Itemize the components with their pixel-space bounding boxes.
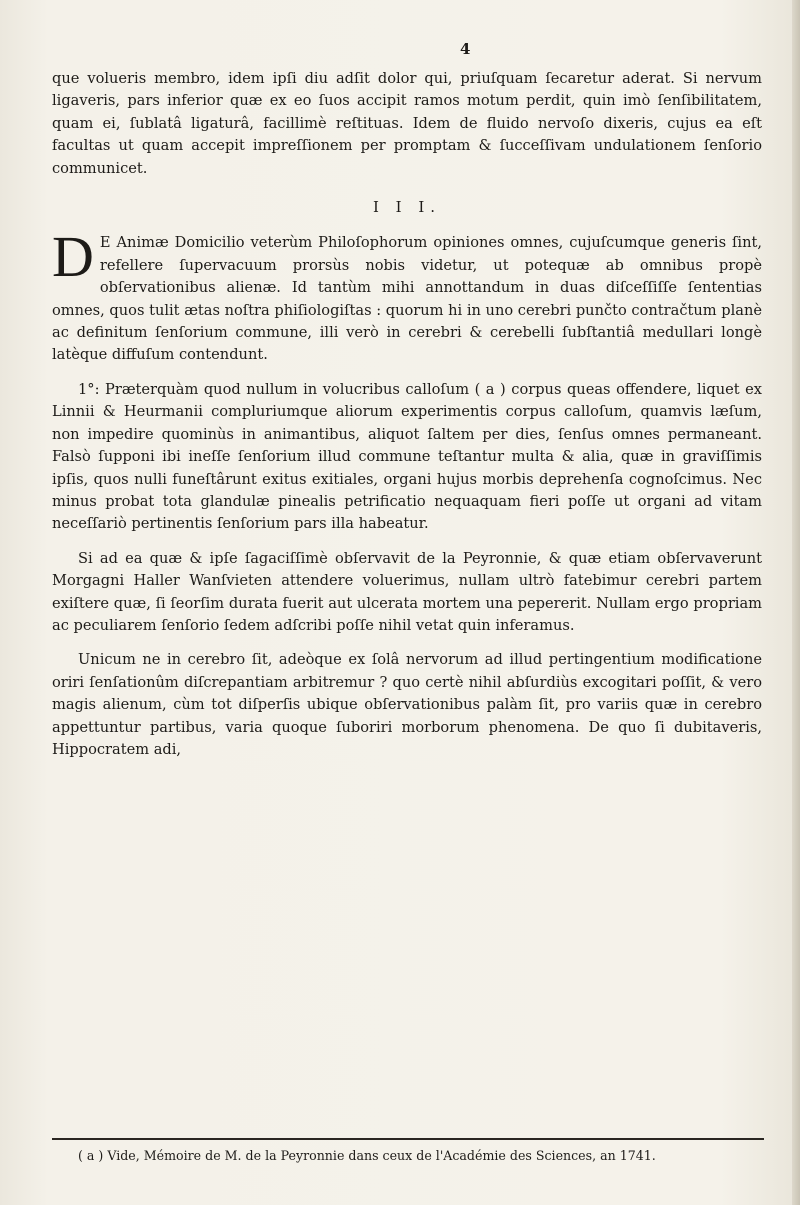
footnote: ( a ) Vide, Mémoire de M. de la Peyronnie dans ceux de l'Académie des Sciences, an 1741.: [78, 1148, 656, 1163]
paragraph-unicum: Unicum ne in cerebro ſit, adeòque ex ſolâ nervorum ad illud pertingentium modificatione oriri ſenſationûm diſcrepantiam arbitremur ? quo certè nihil abſurdiùs excogitari poſſit, & vero magis alienum, cùm tot diſperſis ubique obſervationibus palàm ſit, pro variis quæ in cerebro appettuntur partibus, varia quoque ſuboriri morborum phenomena. De quo ſi dubitaveris, Hippocratem adi,: [52, 651, 762, 758]
signature-mark: 4: [460, 40, 471, 58]
page-edge: [792, 0, 800, 1205]
drop-cap: D: [52, 224, 94, 290]
paragraph-first-point: 1°: Præterquàm quod nullum in volucribus calloſum ( a ) corpus queas offendere, liquet ex Linnii & Heurmanii compluriumque aliorum experimentis corpus calloſum, quamvis læſum, non impedire quominùs in animantibus, aliquot ſaltem per dies, ſenſus omnes permaneant. Falsò ſupponi ibi ineſſe ſenſorium illud commune teſtantur multa & alia, quæ in graviſſimis ipſis, quos nulli funeſtârunt exitus exitiales, organi hujus morbis deprehenſa cognoſcimus. Nec minus probat tota glandulæ pinealis petrificatio nequaquam fieri poſſe ut organi ad vitam neceſſariò pertinentis ſenſorium pars illa habeatur.: [52, 380, 762, 533]
section-heading: I I I.: [372, 198, 442, 217]
footnote-rule: [52, 1138, 764, 1140]
paragraph-continuation: que volueris membro, idem ipſi diu adſit dolor qui, priuſquam ſecaretur aderat. Si nervum ligaveris, pars inferior quæ ex eo ſuos accipit ramos motum perdit, quin imò ſenſibilitatem, quam ei, ſublatâ ligaturâ, facillimè reſtituas. Idem de fluido nervoſo dixeris, cujus ea eſt facultas ut quam accepit impreſſionem per promptam & ſucceſſivam undulationem ſenſorio communicet.: [52, 70, 762, 177]
paragraph-observations: Si ad ea quæ & ipſe ſagaciſſimè obſervavit de la Peyronnie, & quæ etiam obſervaverunt Morgagni Haller Wanſvieten attendere voluerimus, nullam ultrò fatebimur cerebri partem exiſtere quæ, ſi ſeorſim durata fuerit aut ulcerata mortem una pepererit. Nullam ergo propriam ac peculiarem ſenſorio ſedem adſcribi poſſe nihil vetat quin inferamus.: [52, 549, 762, 634]
main-text: [52, 68, 762, 761]
paragraph-de-animae: [52, 224, 762, 366]
paragraph-de-animae-text: E Animæ Domicilio veterùm Philoſophorum opiniones omnes, cujuſcumque generis ſint, refellere ſupervacuum prorsùs nobis videtur, ut potequæ ab omnibus propè obſervationibus alienæ. Id tantùm mihi annottandum in duas diſceſſiſſe ſententias omnes, quos tulit ætas noſtra phiſiologiſtas : quorum hi in uno cerebri punčto contračtum planè ac definitum ſenſorium commune, illi verò in cerebri & cerebelli ſubſtantiâ medullari longè latèque diffuſum contendunt.: [52, 234, 762, 364]
